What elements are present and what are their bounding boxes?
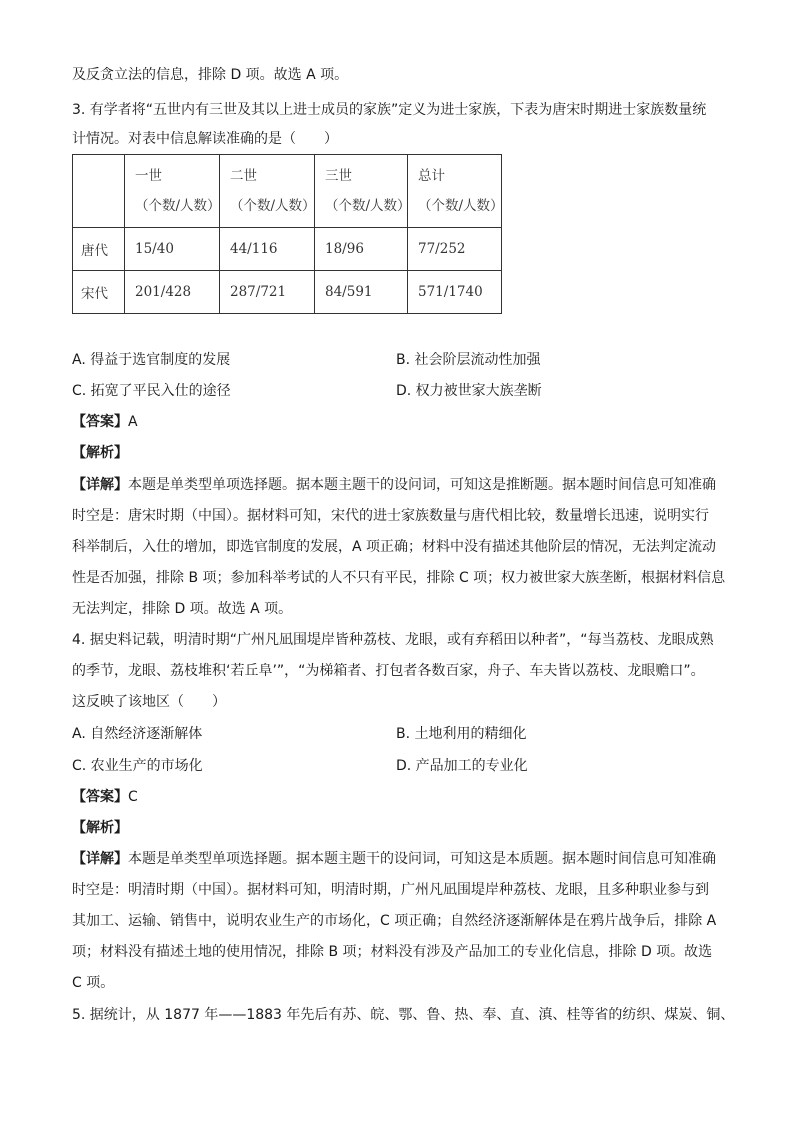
q4-detail-line-4: 项；材料没有描述土地的使用情况，排除 B 项；材料没有涉及产品加工的专业化信息，排除 D 项。故选 <box>72 944 713 960</box>
line-prev-answer-end: 及反贪立法的信息，排除 D 项。故选 A 项。 <box>72 67 349 83</box>
detail-label: 【详解】 <box>72 477 128 493</box>
q3-detail-line-3: 科举制后，入仕的增加，即选官制度的发展，A 项正确；材料中没有描述其他阶层的情况，无法判定流动 <box>72 539 717 555</box>
header-top: 二世 <box>230 168 257 184</box>
header-top: 一世 <box>135 168 162 184</box>
q3-option-b[interactable]: B. 社会阶层流动性加强 <box>396 352 541 368</box>
q3-detail-line-4: 性是否加强，排除 B 项；参加科举考试的人不只有平民，排除 C 项；权力被世家大族垄断，根据材料信息 <box>72 570 726 586</box>
table-cell: 84/591 <box>315 271 408 314</box>
q3-option-c[interactable]: C. 拓宽了平民入仕的途径 <box>72 383 231 399</box>
question-4-stem-line-1: 4. 据史料记载，明清时期“广州凡凪围堤岸皆种荔枝、龙眼，或有弃稻田以种者”，“每当荔枝、龙眼成熟 <box>72 632 714 648</box>
table-corner-cell <box>73 155 125 228</box>
q3-option-a[interactable]: A. 得益于选官制度的发展 <box>72 352 231 368</box>
table-cell: 18/96 <box>315 228 408 271</box>
table-header-cell <box>220 155 315 228</box>
table-header-row <box>73 155 502 228</box>
table-cell: 77/252 <box>408 228 502 271</box>
q4-analysis-label: 【解析】 <box>72 820 128 836</box>
q3-analysis-label: 【解析】 <box>72 445 128 461</box>
table-header-cell <box>125 155 220 228</box>
answer-value: C <box>128 789 138 805</box>
q4-detail-line-1 <box>72 849 716 869</box>
table-cell: 44/116 <box>220 228 315 271</box>
header-bottom: （个数/人数） <box>418 198 504 214</box>
q4-option-d[interactable]: D. 产品加工的专业化 <box>396 758 528 774</box>
q3-detail-line-2: 时空是：唐宋时期（中国）。据材料可知，宋代的进士家族数量与唐代相比较，数量增长迅速，说明实行 <box>72 508 709 524</box>
q3-option-d[interactable]: D. 权力被世家大族垄断 <box>396 383 542 399</box>
question-4-stem-line-2: 的季节，龙眼、荔枝堆积‘若丘阜’”，“为梯箱者、打包者各数百家，舟子、车夫皆以荔枝、龙眼赡口”。 <box>72 663 705 679</box>
table-row <box>73 228 502 271</box>
answer-label: 【答案】 <box>72 789 128 805</box>
table-cell: 15/40 <box>125 228 220 271</box>
answer-label: 【答案】 <box>72 414 128 430</box>
table-cell: 571/1740 <box>408 271 502 314</box>
header-top: 总计 <box>418 168 445 184</box>
answer-value: A <box>128 414 138 430</box>
detail-text: 本题是单类型单项选择题。据本题主题干的设问词，可知这是推断题。据本题时间信息可知准确 <box>128 477 716 493</box>
header-bottom: （个数/人数） <box>135 198 221 214</box>
table-row <box>73 271 502 314</box>
question-3-stem-line-1: 3. 有学者将“五世内有三世及其以上进士成员的家族”定义为进士家族，下表为唐宋时期进士家族数量统 <box>72 102 707 118</box>
q3-detail-line-5: 无法判定，排除 D 项。故选 A 项。 <box>72 601 293 617</box>
table-cell: 287/721 <box>220 271 315 314</box>
question-3-stem-line-2: 计情况。对表中信息解读准确的是（ ） <box>72 131 338 147</box>
table-header-cell <box>315 155 411 228</box>
q4-detail-line-3: 其加工、运输、销售中，说明农业生产的市场化，C 项正确；自然经济逐渐解体是在鸦片战争后，排除 A <box>72 913 717 929</box>
detail-label: 【详解】 <box>72 851 128 867</box>
question-4-stem-line-3: 这反映了该地区（ ） <box>72 694 226 710</box>
question-5-stem-line-1: 5. 据统计，从 1877 年——1883 年先后有苏、皖、鄂、鲁、热、奉、直、滇、桂等省的纺织、煤炭、铜、 <box>72 1007 735 1023</box>
row-label: 宋代 <box>73 271 125 314</box>
header-bottom: （个数/人数） <box>325 198 411 214</box>
q4-detail-line-5: C 项。 <box>72 975 115 991</box>
q4-answer <box>72 787 138 807</box>
header-bottom: （个数/人数） <box>230 198 316 214</box>
detail-text: 本题是单类型单项选择题。据本题主题干的设问词，可知这是本质题。据本题时间信息可知准确 <box>128 851 716 867</box>
q4-option-b[interactable]: B. 土地利用的精细化 <box>396 726 527 742</box>
q3-detail-line-1 <box>72 475 716 495</box>
q4-option-c[interactable]: C. 农业生产的市场化 <box>72 758 203 774</box>
q3-answer <box>72 412 138 432</box>
q4-detail-line-2: 时空是：明清时期（中国）。据材料可知，明清时期，广州凡凪围堤岸种荔枝、龙眼，且多种职业参与到 <box>72 882 709 898</box>
table-header-cell <box>408 155 502 228</box>
q4-option-a[interactable]: A. 自然经济逐渐解体 <box>72 726 203 742</box>
table-cell: 201/428 <box>125 271 220 314</box>
header-top: 三世 <box>325 168 352 184</box>
scholar-family-table <box>72 154 502 314</box>
row-label: 唐代 <box>73 228 125 271</box>
